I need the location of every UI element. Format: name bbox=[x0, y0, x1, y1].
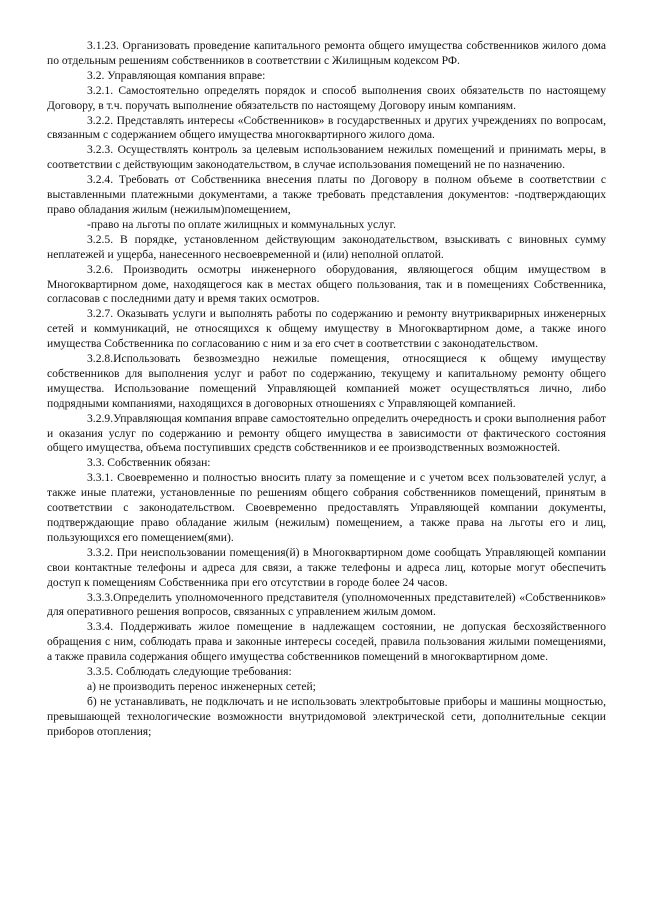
list-item-b: б) не устанавливать, не подключать и не использовать электробытовые приборы и машины мощностью, превышающей технологические возможности внутридомовой электрической сети, дополнительные секции приборов отопления; bbox=[47, 694, 606, 738]
paragraph-3-2-9: 3.2.9.Управляющая компания вправе самостоятельно определить очередность и сроки выполнения работ и оказания услуг по содержанию и ремонту общего имущества в зависимости от фактического состояния общего имущества, объема поступивших средств собственников и ее производственных возможностей. bbox=[47, 411, 606, 455]
paragraph-3-3-3: 3.3.3.Определить уполномоченного представителя (уполномоченных представителей) «Собственников» для оперативного решения вопросов, связанных с управлением жилым домом. bbox=[47, 590, 606, 619]
paragraph-3-2: 3.2. Управляющая компания вправе: bbox=[87, 68, 266, 82]
paragraph-3-2-4: 3.2.4. Требовать от Собственника внесения платы по Договору в полном объеме в соответствии с выставленными платежными документами, а также требовать представления документов: -подтверждающих право обладания жилым (нежилым)помещением, bbox=[47, 173, 606, 216]
paragraph-3-2-6: 3.2.6. Производить осмотры инженерного оборудования, являющегося общим имуществом в Многоквартирном доме, находящегося как в местах общего пользования, так и в помещениях Собственника, согласовав с последними дату и время таких осмотров. bbox=[47, 262, 606, 306]
paragraph-3-2-8: 3.2.8.Использовать безвозмездно нежилые помещения, относящиеся к общему имуществу собственников для выполнения услуг и работ по содержанию, текущему и капитальному ремонту общего имущества. Использование помещений Управляющей компанией может осуществляться лично, либо подрядными компаниями, находящихся в договорных отношениях с Управляющей компанией. bbox=[47, 352, 606, 410]
paragraph-3-3: 3.3. Собственник обязан: bbox=[87, 456, 211, 470]
paragraph-3-2-4-benefits: -право на льготы по оплате жилищных и коммунальных услуг. bbox=[87, 217, 397, 231]
paragraph-3-3-5: 3.3.5. Соблюдать следующие требования: bbox=[87, 665, 292, 679]
paragraph-3-2-3: 3.2.3. Осуществлять контроль за целевым использованием нежилых помещений и принимать меры, в соответствии с действующим законодательством, в случае использования помещений не по назначению. bbox=[47, 143, 606, 172]
paragraph-3-2-7: 3.2.7. Оказывать услуги и выполнять работы по содержанию и ремонту внутрикварирных инженерных сетей и коммуникаций, не относящихся к общему имуществу в Многоквартирном доме, а также иного имущества Собственника по согласованию с ним и за его счет в соответствии с законодательством. bbox=[47, 307, 606, 351]
paragraph-3-2-5: 3.2.5. В порядке, установленном действующим законодательством, взыскивать с виновных сумму неплатежей и ущерба, нанесенного несвоевременной и (или) неполной оплатой. bbox=[47, 232, 606, 261]
paragraph-3-3-4: 3.3.4. Поддерживать жилое помещение в надлежащем состоянии, не допуская бесхозяйственного обращения с ним, соблюдать права и законные интересы соседей, правила пользования жилыми помещениями, а также правила содержания общего имущества собственников помещений в многоквартирном доме. bbox=[47, 620, 606, 664]
paragraph-3-2-1: 3.2.1. Самостоятельно определять порядок и способ выполнения своих обязательств по настоящему Договору, в т.ч. поручать выполнение обязательств по настоящему Договору иным компаниям. bbox=[47, 83, 606, 112]
paragraph-3-1-23: 3.1.23. Организовать проведение капитального ремонта общего имущества собственников жилого дома по отдельным решениям собственников в соответствии с Жилищным кодексом РФ. bbox=[47, 39, 606, 67]
paragraph-3-3-1: 3.3.1. Своевременно и полностью вносить плату за помещение и с учетом всех пользователей услуг, а также иные платежи, установленные по решениям общего собрания собственников помещений, принятым в соответствии с законодательством. Своевременно предоставлять Управляющей компании документы, подтверждающие право обладание жилым (нежилым) помещением, а также права на льготы его и лиц, пользующихся его помещением(ями). bbox=[47, 471, 606, 544]
paragraph-3-2-2: 3.2.2. Представлять интересы «Собственников» в государственных и других учреждениях по вопросам, связанным с содержанием общего имущества многоквартирного жилого дома. bbox=[47, 113, 606, 142]
list-item-a: а) не производить перенос инженерных сетей; bbox=[87, 679, 316, 693]
paragraph-3-3-2: 3.3.2. При неиспользовании помещения(й) в Многоквартирном доме сообщать Управляющей компании свои контактные телефоны и адреса для связи, а также телефоны и адреса лиц, которые могут обеспечить доступ к помещениям Собственника при его отсутствии в городе более 24 часов. bbox=[47, 545, 606, 589]
